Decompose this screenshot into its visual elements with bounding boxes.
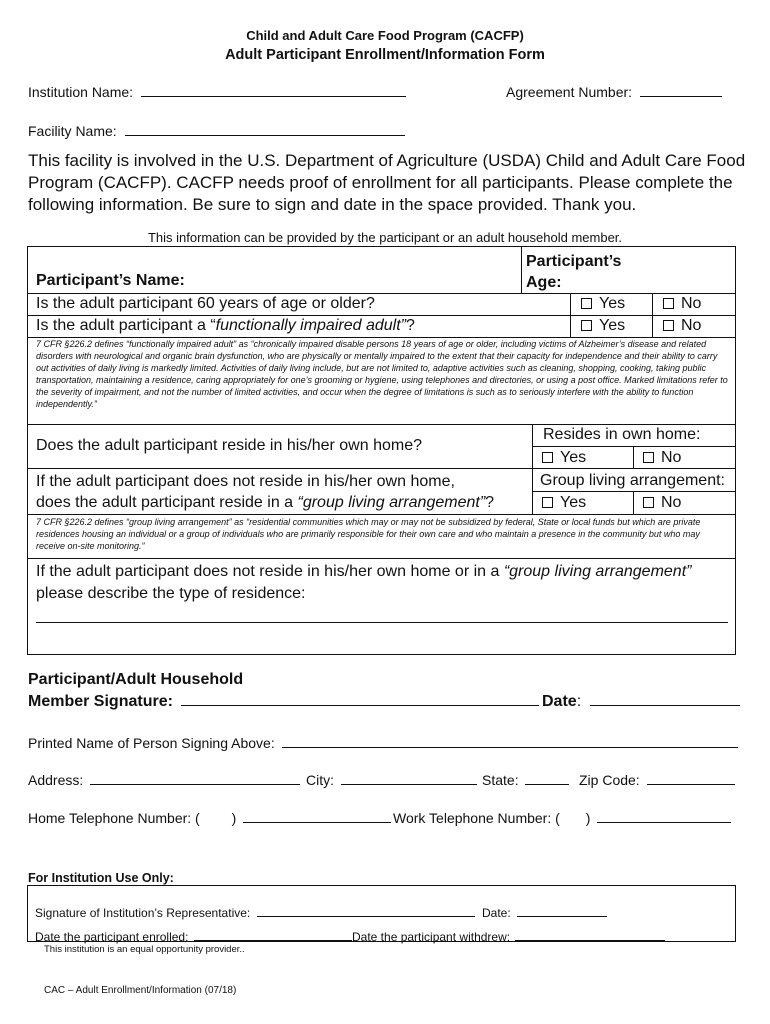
rep-signature-field[interactable]	[257, 904, 475, 917]
work-phone-field[interactable]	[597, 808, 731, 823]
participant-age-label-line1: Participant’s	[526, 253, 622, 270]
printed-name-row	[28, 733, 738, 751]
signature-date-colon: :	[576, 693, 582, 710]
work-phone-label: Work Telephone Number: (	[393, 810, 560, 826]
enrolled-date-label: Date the participant enrolled:	[35, 930, 189, 944]
institution-name-field[interactable]	[141, 82, 406, 97]
checkbox-icon[interactable]	[643, 497, 654, 508]
home-phone-field[interactable]	[243, 808, 391, 823]
city-field[interactable]	[341, 770, 477, 785]
address-row	[28, 770, 300, 788]
work-phone-close-paren: )	[585, 810, 591, 826]
printed-name-field[interactable]	[282, 733, 738, 748]
table-divider	[27, 293, 736, 294]
form-title-program: Child and Adult Care Food Program (CACFP)	[246, 28, 524, 43]
table-divider	[633, 491, 634, 514]
question-text: If the adult participant does not reside in his/her own home,	[36, 473, 455, 490]
address-field[interactable]	[90, 770, 300, 785]
yes-option-group-living[interactable]	[542, 494, 586, 512]
checkbox-icon[interactable]	[581, 298, 592, 309]
table-divider	[27, 315, 736, 316]
yes-label: Yes	[560, 494, 587, 511]
group-living-label: Group living arrangement:	[540, 472, 725, 489]
participant-name-label: Participant’s Name:	[36, 272, 185, 289]
question-group-living	[36, 471, 494, 513]
table-divider	[652, 293, 653, 337]
question-text: Is the adult participant a “	[36, 317, 216, 334]
question-italic-text: “group living arrangement”	[297, 494, 486, 511]
table-divider	[570, 293, 571, 337]
zip-field[interactable]	[647, 770, 735, 785]
no-option-impaired[interactable]	[663, 317, 701, 335]
institution-name-label: Institution Name:	[28, 84, 134, 100]
address-label: Address:	[28, 772, 84, 788]
question-italic-text: functionally impaired adult”	[215, 317, 406, 334]
agreement-number-field[interactable]	[640, 82, 722, 97]
enrolled-date-row	[35, 928, 352, 944]
zip-label: Zip Code:	[579, 772, 640, 788]
withdrew-date-label: Date the participant withdrew:	[352, 930, 511, 944]
city-label: City:	[306, 772, 334, 788]
signature-date-row	[542, 690, 740, 711]
facility-name-label: Facility Name:	[28, 123, 117, 139]
state-field[interactable]	[525, 770, 569, 785]
question-text: ?	[485, 494, 495, 511]
table-divider	[532, 446, 736, 447]
impaired-definition: 7 CFR §226.2 defines “functionally impaired adult” as “chronically impaired disable persons 18 years of age or older, including victims of Alzheimer’s disease and related disorders with neurological and organic brain dysfunction, who are physically or mentally impaired to the extent that their capacity for independence and their ability to carry out activities of daily living is markedly limited. Activities of daily living include, but are not limited to, adaptive activities such as cleaning, shopping, cooking, taking public transportation, maintaining a residence, caring appropriately for one’s grooming or hygiene, using telephones and directories, or using a post office. Marked limitations refer to the severity of impairment, and not the number of limited activities, and occur when the degree of limitations is such as to seriously interfere with the ability to function independently.”	[36, 339, 728, 409]
no-label: No	[661, 449, 682, 466]
checkbox-icon[interactable]	[542, 452, 553, 463]
no-option-group-living[interactable]	[643, 494, 681, 512]
signature-field[interactable]	[181, 690, 539, 706]
state-label: State:	[482, 772, 519, 788]
institution-name-row	[28, 82, 406, 100]
table-divider	[27, 514, 736, 515]
yes-label: Yes	[560, 449, 587, 466]
facility-name-row	[28, 121, 405, 139]
signature-label-line1: Participant/Adult Household	[28, 671, 244, 688]
home-phone-label: Home Telephone Number: (	[28, 810, 200, 826]
table-divider	[27, 468, 736, 469]
table-divider	[521, 246, 522, 293]
signature-label-line2	[28, 690, 539, 712]
state-row	[482, 770, 569, 788]
checkbox-icon[interactable]	[643, 452, 654, 463]
yes-label: Yes	[599, 295, 626, 312]
participant-age-label	[526, 251, 621, 293]
city-row	[306, 770, 477, 788]
signature-date-field[interactable]	[590, 690, 740, 706]
form-title: Adult Participant Enrollment/Information Form	[225, 47, 545, 63]
form-footer: CAC – Adult Enrollment/Information (07/18)	[44, 985, 237, 996]
checkbox-icon[interactable]	[663, 320, 674, 331]
equal-opportunity-statement: This institution is an equal opportunity provider..	[44, 944, 245, 955]
signature-label-text: Member Signature:	[28, 693, 173, 710]
question-text: does the adult participant reside in a	[36, 494, 298, 511]
question-own-home: Does the adult participant reside in his/her own home?	[36, 437, 422, 454]
home-phone-row	[28, 808, 391, 826]
question-text	[36, 561, 691, 583]
no-option-own-home[interactable]	[643, 449, 681, 467]
group-living-definition: 7 CFR §226.2 defines “group living arrangement” as “residential communities which may or may not be subsidized by federal, State or local funds but which are private residences housing an individual or a group of individuals who are primarily responsible for their own care and who maintain a presence in the community but who may receive on-site monitoring.”	[36, 517, 701, 551]
enrolled-date-field[interactable]	[194, 928, 352, 941]
table-divider	[633, 446, 634, 468]
provider-note: This information can be provided by the participant or an adult household member.	[147, 230, 623, 245]
rep-date-field[interactable]	[517, 904, 607, 917]
question-functionally-impaired	[36, 317, 415, 335]
no-label: No	[681, 295, 702, 312]
question-describe-residence	[36, 561, 691, 605]
residence-description-field[interactable]	[36, 622, 728, 623]
question-text: If the adult participant does not reside in his/her own home or in a	[36, 563, 504, 580]
facility-name-field[interactable]	[125, 121, 405, 136]
no-label: No	[661, 494, 682, 511]
withdrew-date-row	[352, 928, 665, 944]
signature-date-label: Date	[542, 693, 577, 710]
institution-use-heading: For Institution Use Only:	[28, 871, 174, 885]
table-divider	[532, 424, 533, 514]
yes-option-impaired[interactable]	[581, 317, 625, 335]
checkbox-icon[interactable]	[663, 298, 674, 309]
no-option-60-plus[interactable]	[663, 295, 701, 313]
yes-label: Yes	[599, 317, 626, 334]
question-60-plus: Is the adult participant 60 years of age or older?	[36, 295, 375, 312]
question-text: ?	[405, 317, 415, 334]
rep-signature-label: Signature of Institution’s Representative:	[35, 906, 251, 920]
checkbox-icon[interactable]	[581, 320, 592, 331]
agreement-number-row	[506, 82, 722, 100]
no-label: No	[681, 317, 702, 334]
question-italic-text: “group living arrangement”	[503, 563, 692, 580]
resides-own-home-label: Resides in own home:	[543, 426, 701, 443]
table-divider	[27, 558, 736, 559]
home-phone-close-paren: )	[231, 810, 237, 826]
table-divider	[27, 424, 736, 425]
rep-signature-row	[35, 904, 475, 920]
rep-date-label: Date:	[482, 906, 511, 920]
yes-option-60-plus[interactable]	[581, 295, 625, 313]
participant-age-label-line2: Age:	[526, 274, 562, 291]
checkbox-icon[interactable]	[542, 497, 553, 508]
rep-date-row	[482, 904, 607, 920]
signature-label	[28, 669, 539, 712]
printed-name-label: Printed Name of Person Signing Above:	[28, 735, 275, 751]
yes-option-own-home[interactable]	[542, 449, 586, 467]
work-phone-row	[393, 808, 731, 826]
withdrew-date-field[interactable]	[515, 928, 665, 941]
table-divider	[532, 491, 736, 492]
agreement-number-label: Agreement Number:	[506, 84, 633, 100]
zip-row	[579, 770, 735, 788]
intro-paragraph: This facility is involved in the U.S. Department of Agriculture (USDA) Child and Adult Care Food Program (CACFP). CACFP needs proof of enrollment for all participants. Please complete the following information. Be sure to sign and date in the space provided. Thank you.	[28, 151, 746, 214]
question-text: please describe the type of residence:	[36, 585, 306, 602]
question-text	[36, 492, 494, 513]
